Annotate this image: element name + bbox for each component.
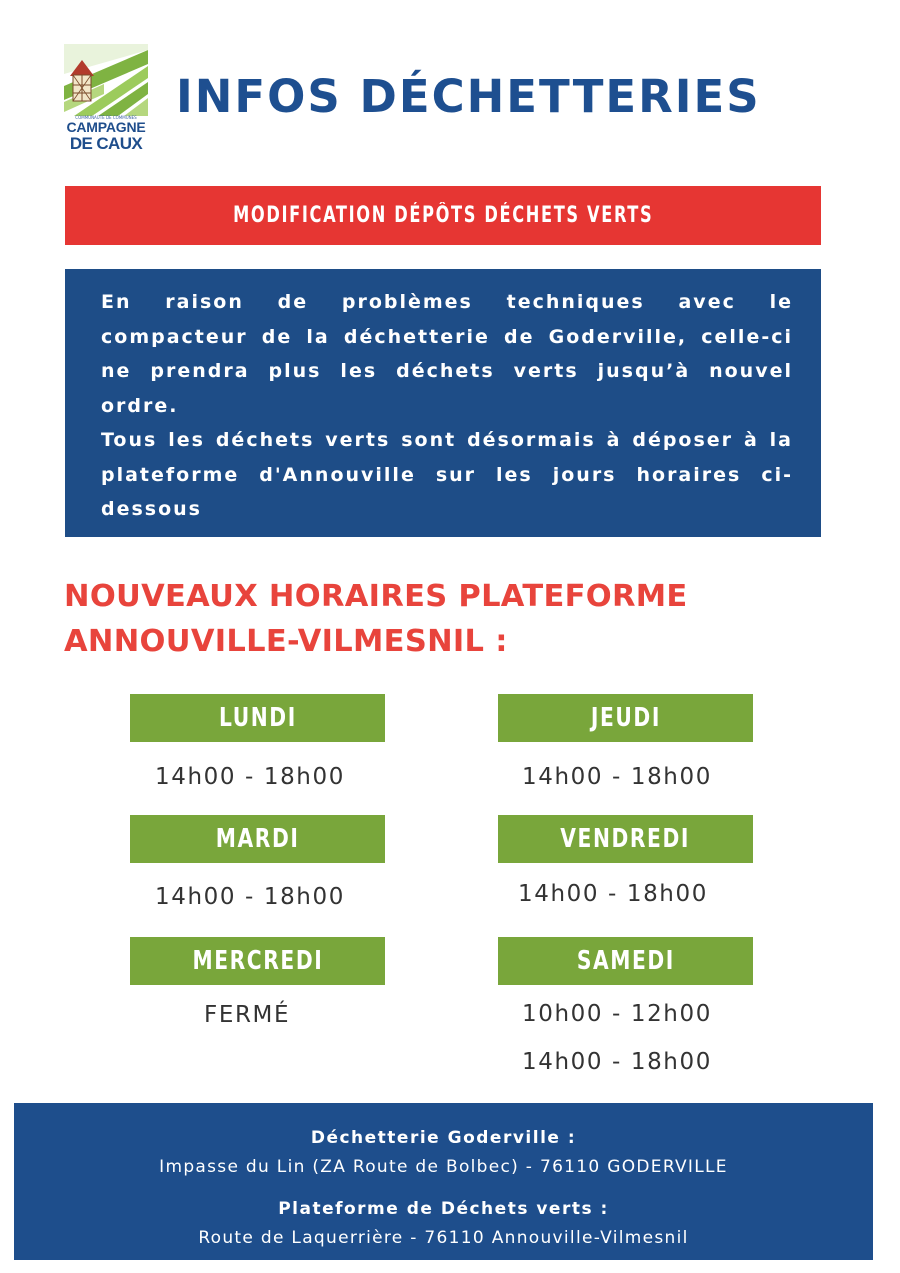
- day-label-mercredi: MERCREDI: [192, 946, 323, 976]
- hours-mercredi: FERMÉ: [204, 1002, 291, 1028]
- banner-text: MODIFICATION DÉPÔTS DÉCHETS VERTS: [232, 203, 654, 228]
- hours-vendredi: 14h00 - 18h00: [518, 881, 708, 907]
- schedule-title: [64, 574, 688, 664]
- day-badge-lundi: [130, 694, 385, 742]
- footer-site1-title: Déchetterie Goderville :: [310, 1128, 577, 1148]
- hours-jeudi: 14h00 - 18h00: [522, 764, 712, 790]
- hours-mardi: 14h00 - 18h00: [155, 884, 345, 910]
- footer-site2-address: Route de Laquerrière - 76110 Annouville-Vilmesnil: [198, 1228, 689, 1248]
- logo-wordmark: [62, 120, 150, 152]
- logo-tagline: COMMUNAUTÉ DE COMMUNES: [75, 115, 137, 120]
- hours-samedi-afternoon: 14h00 - 18h00: [522, 1049, 712, 1075]
- day-badge-mercredi: [130, 937, 385, 985]
- day-badge-mardi: [130, 815, 385, 863]
- footer-site1-address: Impasse du Lin (ZA Route de Bolbec) - 76110 GODERVILLE: [159, 1157, 728, 1177]
- day-label-samedi: SAMEDI: [576, 946, 675, 976]
- day-badge-jeudi: [498, 694, 753, 742]
- modification-banner: [65, 186, 821, 245]
- footer-addresses: [14, 1103, 873, 1260]
- day-label-mardi: MARDI: [215, 824, 300, 854]
- hours-samedi-morning: 10h00 - 12h00: [522, 1001, 712, 1027]
- day-label-vendredi: VENDREDI: [560, 824, 691, 854]
- footer-site2-title: Plateforme de Déchets verts :: [278, 1199, 609, 1219]
- schedule-title-line1: NOUVEAUX HORAIRES PLATEFORME: [64, 579, 688, 614]
- day-label-lundi: LUNDI: [218, 703, 297, 733]
- notice-paragraph-2: Tous les déchets verts sont désormais à déposer à la plateforme d'Annouville sur les jours horaires ci-dessous: [101, 429, 793, 520]
- notice-paragraph-1: En raison de problèmes techniques avec le compacteur de la déchetterie de Goderville, celle-ci ne prendra plus les déchets verts jusqu’à nouvel ordre.: [101, 291, 793, 417]
- hours-lundi: 14h00 - 18h00: [155, 764, 345, 790]
- campagne-de-caux-logo: [62, 44, 150, 156]
- page-title: INFOS DÉCHETTERIES: [176, 70, 761, 123]
- day-badge-samedi: [498, 937, 753, 985]
- day-badge-vendredi: [498, 815, 753, 863]
- logo-name-line2: DE CAUX: [69, 134, 143, 153]
- day-label-jeudi: JEUDI: [590, 703, 661, 733]
- logo-name-line1: CAMPAGNE: [66, 119, 146, 135]
- notice-box: [65, 269, 821, 537]
- logo-landscape-icon: [64, 44, 148, 116]
- schedule-title-line2: ANNOUVILLE-VILMESNIL :: [64, 624, 508, 659]
